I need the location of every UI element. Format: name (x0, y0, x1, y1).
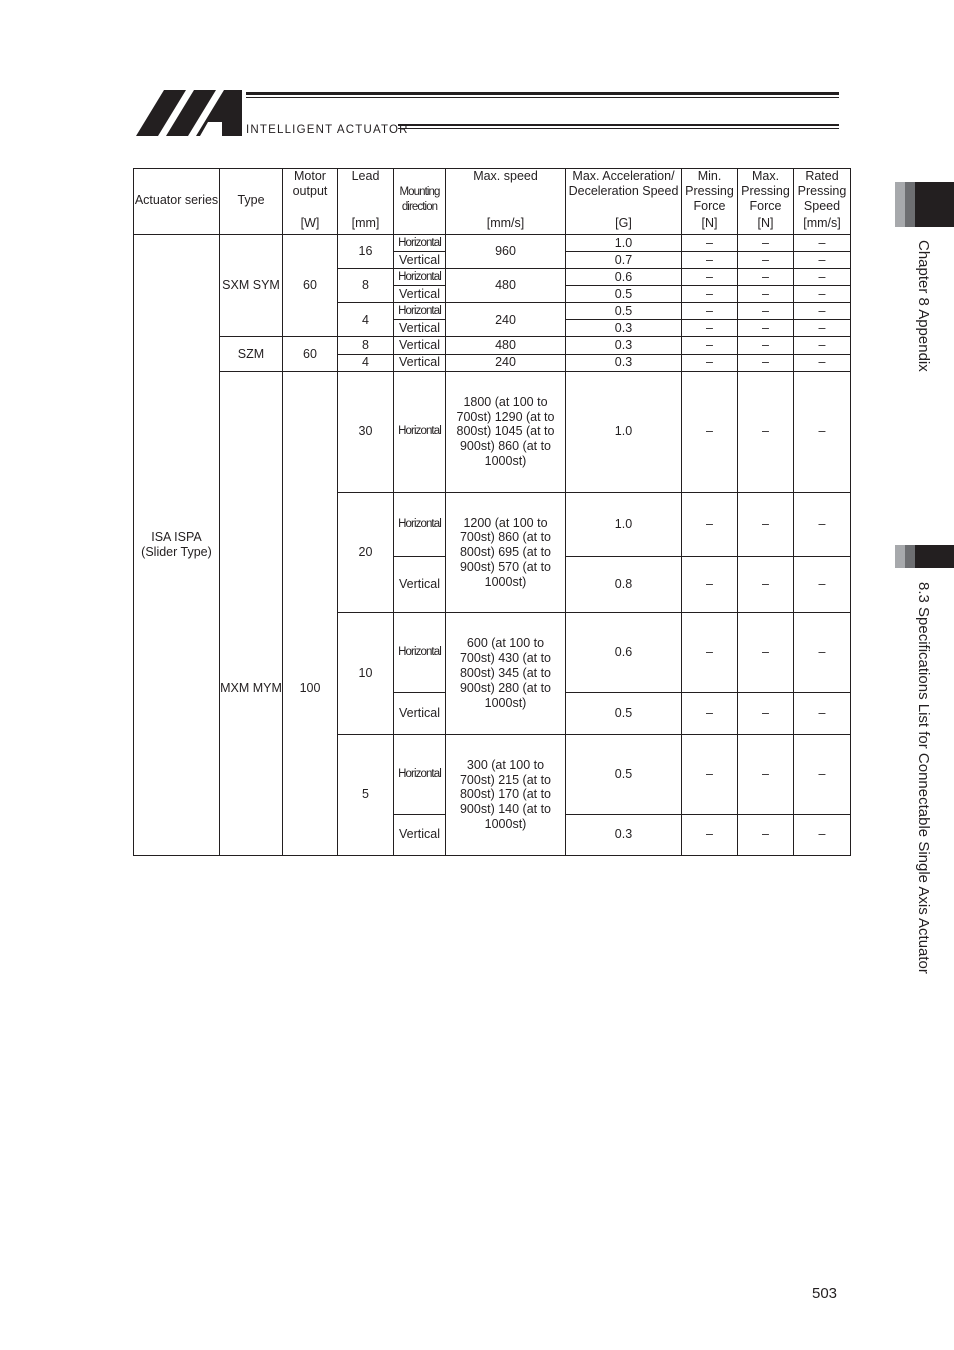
min-force-cell: – (682, 320, 738, 337)
brand-name: INTELLIGENT ACTUATOR (246, 124, 409, 136)
accel-cell: 1.0 (566, 235, 682, 252)
min-force-cell: – (682, 354, 738, 371)
rated-speed-cell: – (794, 734, 851, 814)
min-force-cell: – (682, 286, 738, 303)
page-number: 503 (812, 1285, 838, 1302)
header-label: Max. Pressing Force (741, 169, 790, 213)
lead-cell: 4 (338, 354, 394, 371)
rated-speed-cell: – (794, 354, 851, 371)
series-cell: ISA ISPA (Slider Type) (134, 235, 220, 856)
accel-cell: 0.5 (566, 303, 682, 320)
accel-cell: 0.8 (566, 557, 682, 613)
header-label: Actuator series (134, 192, 219, 207)
rated-speed-cell: – (794, 235, 851, 252)
mount-cell: Horizontal (394, 734, 446, 814)
min-force-cell: – (682, 613, 738, 693)
rated-speed-cell: – (794, 269, 851, 286)
header-label: Type (237, 192, 265, 207)
header-unit: [G] (615, 216, 632, 231)
accel-cell: 0.6 (566, 269, 682, 286)
max-force-cell: – (738, 613, 794, 693)
mount-cell: Horizontal (394, 371, 446, 492)
min-force-cell: – (682, 269, 738, 286)
lead-cell: 16 (338, 235, 394, 269)
min-force-cell: – (682, 492, 738, 556)
mount-cell: Vertical (394, 320, 446, 337)
rated-speed-cell: – (794, 613, 851, 693)
motor-cell: 60 (283, 337, 338, 371)
rated-speed-cell: – (794, 492, 851, 556)
header-max-force (738, 169, 794, 235)
header-mount (394, 169, 446, 235)
type-cell: SXM SYM (220, 235, 283, 337)
max-force-cell: – (738, 354, 794, 371)
header-rated (794, 169, 851, 235)
max-force-cell: – (738, 557, 794, 613)
rated-speed-cell: – (794, 286, 851, 303)
lead-cell: 8 (338, 337, 394, 354)
header-motor (283, 169, 338, 235)
speed-cell: 300 (at 100 to 700st) 215 (at to 800st) 170 (at to 900st) 140 (at to 1000st) (446, 734, 566, 855)
header-label: Lead (351, 169, 380, 183)
accel-cell: 0.3 (566, 814, 682, 855)
mount-cell: Vertical (394, 337, 446, 354)
mount-cell: Vertical (394, 252, 446, 269)
min-force-cell: – (682, 734, 738, 814)
header-unit: [N] (701, 216, 718, 231)
header-rule (398, 124, 839, 126)
mount-cell: Horizontal (394, 492, 446, 556)
min-force-cell: – (682, 252, 738, 269)
speed-cell: 240 (446, 354, 566, 371)
mount-cell: Vertical (394, 354, 446, 371)
accel-cell: 0.5 (566, 693, 682, 734)
header-unit: [mm/s] (803, 216, 841, 231)
accel-cell: 0.7 (566, 252, 682, 269)
lead-cell: 30 (338, 371, 394, 492)
mount-cell: Vertical (394, 286, 446, 303)
max-force-cell: – (738, 371, 794, 492)
rated-speed-cell: – (794, 557, 851, 613)
header-rule (398, 128, 839, 129)
max-force-cell: – (738, 337, 794, 354)
header-label: Motor output (292, 169, 328, 198)
max-force-cell: – (738, 693, 794, 734)
lead-cell: 8 (338, 269, 394, 303)
lead-cell: 20 (338, 492, 394, 612)
header-unit: [W] (300, 216, 320, 231)
min-force-cell: – (682, 371, 738, 492)
mount-cell: Horizontal (394, 303, 446, 320)
motor-cell: 60 (283, 235, 338, 337)
mount-cell: Horizontal (394, 269, 446, 286)
max-force-cell: – (738, 814, 794, 855)
header-speed (446, 169, 566, 235)
rated-speed-cell: – (794, 320, 851, 337)
rated-speed-cell: – (794, 337, 851, 354)
mount-cell: Vertical (394, 693, 446, 734)
header-unit: [N] (757, 216, 774, 231)
header-rule (246, 92, 839, 95)
header-type (220, 169, 283, 235)
accel-cell: 0.5 (566, 734, 682, 814)
speed-cell: 1200 (at 100 to 700st) 860 (at to 800st) 695 (at to 900st) 570 (at to 1000st) (446, 492, 566, 612)
header-lead (338, 169, 394, 235)
chapter-title: Chapter 8 Appendix (915, 240, 932, 372)
lead-cell: 4 (338, 303, 394, 337)
header-label: Max. Acceleration/ Deceleration Speed (568, 169, 679, 198)
mount-cell: Horizontal (394, 613, 446, 693)
header-series (134, 169, 220, 235)
max-force-cell: – (738, 320, 794, 337)
mount-cell: Vertical (394, 557, 446, 613)
header-min-force (682, 169, 738, 235)
rated-speed-cell: – (794, 252, 851, 269)
header-accel (566, 169, 682, 235)
header-label: Rated Pressing Speed (797, 169, 847, 213)
min-force-cell: – (682, 814, 738, 855)
min-force-cell: – (682, 557, 738, 613)
speed-cell: 240 (446, 303, 566, 337)
lead-cell: 10 (338, 613, 394, 734)
type-cell: MXM MYM (220, 371, 283, 855)
speed-cell: 600 (at 100 to 700st) 430 (at to 800st) 345 (at to 900st) 280 (at to 1000st) (446, 613, 566, 734)
speed-cell: 480 (446, 269, 566, 303)
type-cell: SZM (220, 337, 283, 371)
rated-speed-cell: – (794, 371, 851, 492)
max-force-cell: – (738, 252, 794, 269)
max-force-cell: – (738, 269, 794, 286)
max-force-cell: – (738, 286, 794, 303)
accel-cell: 0.3 (566, 354, 682, 371)
max-force-cell: – (738, 303, 794, 320)
min-force-cell: – (682, 235, 738, 252)
mount-cell: Vertical (394, 814, 446, 855)
rated-speed-cell: – (794, 303, 851, 320)
section-title: 8.3 Specifications List for Connectable Single Axis Actuator (915, 582, 932, 974)
speed-cell: 480 (446, 337, 566, 354)
header-unit: [mm] (351, 216, 380, 231)
header-rule (246, 97, 839, 98)
min-force-cell: – (682, 693, 738, 734)
min-force-cell: – (682, 337, 738, 354)
motor-cell: 100 (283, 371, 338, 855)
rated-speed-cell: – (794, 693, 851, 734)
lead-cell: 5 (338, 734, 394, 855)
iai-logo-icon (136, 90, 246, 136)
accel-cell: 1.0 (566, 371, 682, 492)
accel-cell: 0.5 (566, 286, 682, 303)
specifications-table (133, 168, 851, 856)
section-tab (895, 545, 954, 568)
header-label: Max. speed (473, 169, 538, 183)
header-label: Min. Pressing Force (685, 169, 734, 213)
accel-cell: 1.0 (566, 492, 682, 556)
mount-cell: Horizontal (394, 235, 446, 252)
speed-cell: 960 (446, 235, 566, 269)
accel-cell: 0.6 (566, 613, 682, 693)
header-label: Mounting direction (399, 186, 440, 213)
speed-cell: 1800 (at 100 to 700st) 1290 (at to 800st) 1045 (at to 900st) 860 (at to 1000st) (446, 371, 566, 492)
max-force-cell: – (738, 235, 794, 252)
accel-cell: 0.3 (566, 337, 682, 354)
max-force-cell: – (738, 734, 794, 814)
accel-cell: 0.3 (566, 320, 682, 337)
rated-speed-cell: – (794, 814, 851, 855)
chapter-tab (895, 182, 954, 227)
max-force-cell: – (738, 492, 794, 556)
min-force-cell: – (682, 303, 738, 320)
header-unit: [mm/s] (486, 216, 525, 231)
